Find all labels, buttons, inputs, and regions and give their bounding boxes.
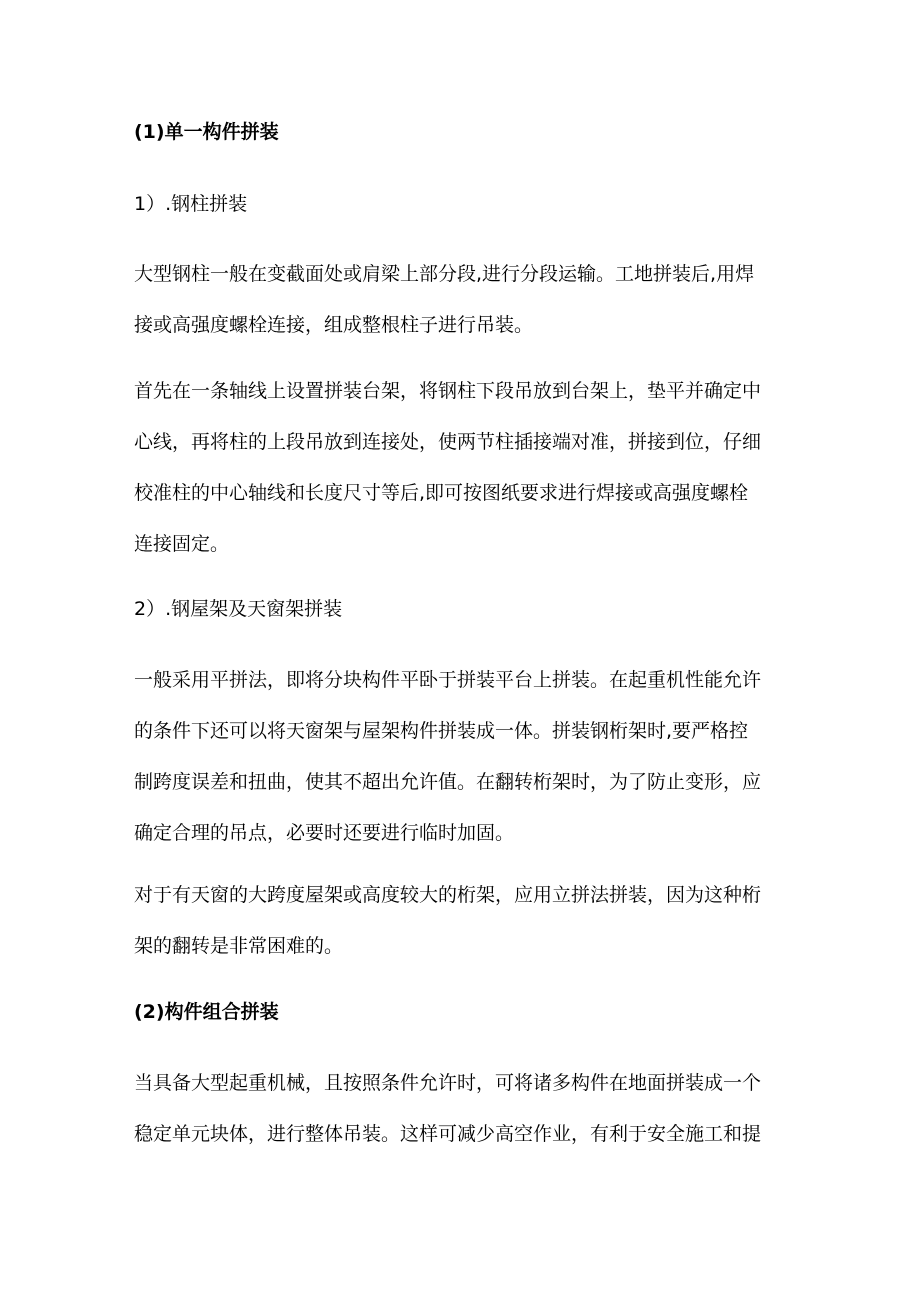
subheading-text: 1）.钢柱拼装 — [134, 193, 248, 215]
paragraph-line: 首先在一条轴线上设置拼装台架，将钢柱下段吊放到台架上，垫平并确定中 — [134, 380, 762, 402]
paragraph-3 — [134, 671, 794, 843]
paragraph-line: 制跨度误差和扭曲，使其不超出允许值。在翻转桁架时，为了防止变形，应 — [134, 771, 762, 793]
paragraph-line: 架的翻转是非常困难的。 — [134, 935, 344, 957]
paragraph-4 — [134, 886, 794, 956]
section-heading-2 — [134, 1003, 794, 1022]
paragraph-line: 一般采用平拼法，即将分块构件平卧于拼装平台上拼装。在起重机性能允许 — [134, 669, 762, 691]
paragraph-line: 对于有天窗的大跨度屋架或高度较大的桁架，应用立拼法拼装，因为这种桁 — [134, 884, 762, 906]
paragraph-line: 当具备大型起重机械，且按照条件允许时，可将诸多构件在地面拼装成一个 — [134, 1072, 762, 1094]
paragraph-5 — [134, 1074, 794, 1144]
paragraph-line: 的条件下还可以将天窗架与屋架构件拼装成一体。拼装钢桁架时,要严格控 — [134, 720, 749, 742]
paragraph-line: 连接固定。 — [134, 533, 230, 555]
paragraph-1 — [134, 265, 794, 335]
heading-text: (2)构件组合拼装 — [134, 1001, 279, 1023]
paragraph-line: 大型钢柱一般在变截面处或肩梁上部分段,进行分段运输。工地拼装后,用焊 — [134, 263, 755, 285]
paragraph-line: 稳定单元块体，进行整体吊装。这样可减少高空作业，有利于安全施工和提 — [134, 1123, 762, 1145]
subheading-text: 2）.钢屋架及天窗架拼装 — [134, 598, 343, 620]
paragraph-line: 接或高强度螺栓连接，组成整根柱子进行吊装。 — [134, 314, 534, 336]
heading-text: (1)单一构件拼装 — [134, 121, 279, 143]
section-heading-1 — [134, 123, 794, 142]
paragraph-line: 校准柱的中心轴线和长度尺寸等后,即可按图纸要求进行焊接或高强度螺栓 — [134, 482, 749, 504]
paragraph-2 — [134, 382, 794, 554]
subsection-heading-1 — [134, 195, 794, 214]
paragraph-line: 确定合理的吊点，必要时还要进行临时加固。 — [134, 822, 515, 844]
subsection-heading-2 — [134, 600, 794, 619]
paragraph-line: 心线，再将柱的上段吊放到连接处，使两节柱插接端对准，拼接到位，仔细 — [134, 431, 762, 453]
